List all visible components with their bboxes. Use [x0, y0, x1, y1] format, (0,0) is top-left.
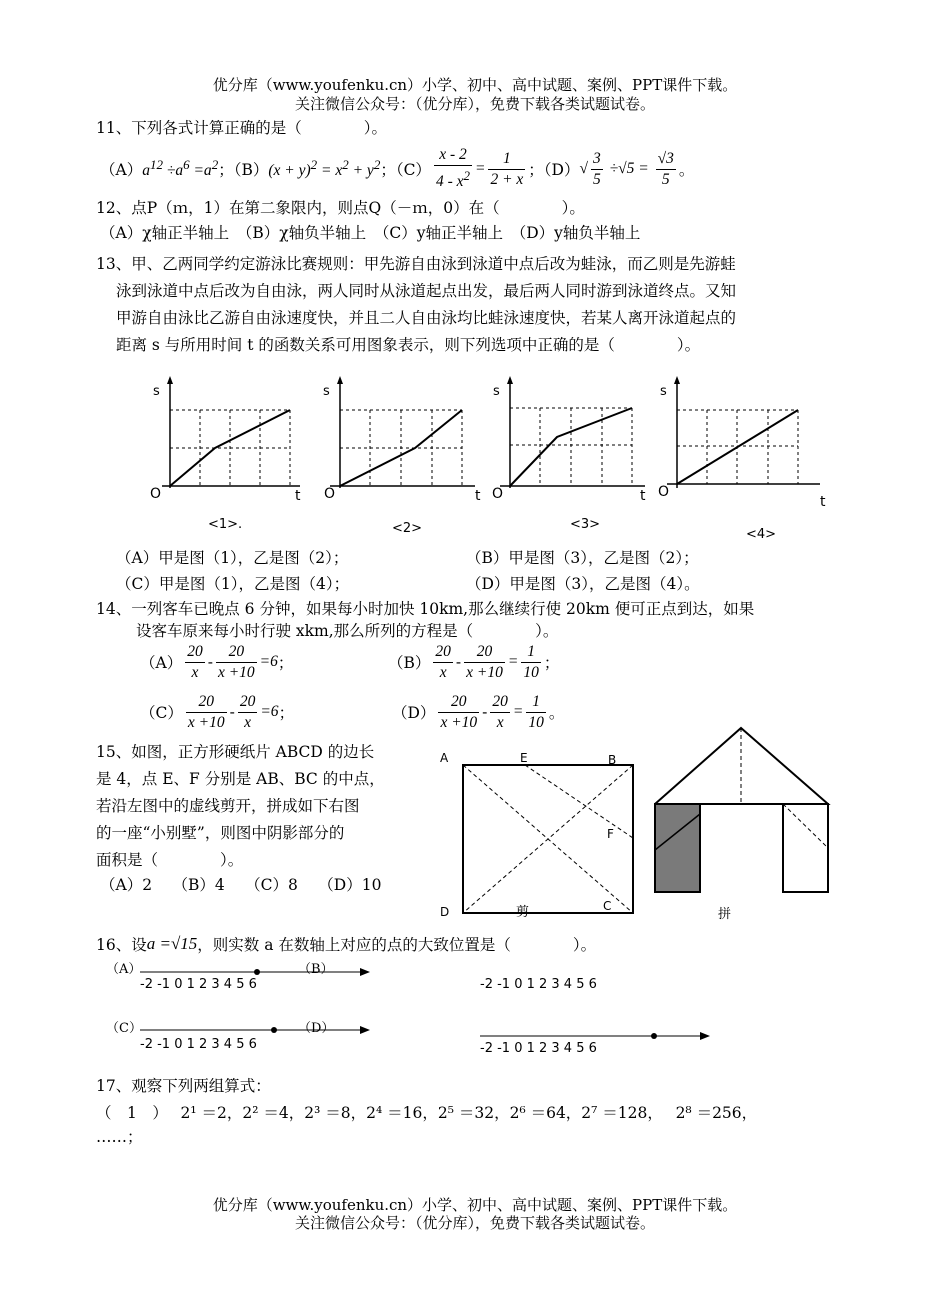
- svg-text:s: s: [323, 384, 330, 399]
- q11-opt-d-label: ；（D）: [528, 161, 580, 179]
- svg-text:s: s: [493, 384, 500, 399]
- graph-1-label: <1>.: [208, 517, 243, 532]
- q14-option-d: （D） $\frac{20}{x +10}$ - $\frac{20}{x}$ = $\frac{1}{10}$ 。: [392, 692, 565, 731]
- graph-3-label: <3>: [570, 517, 601, 532]
- q16-number-lines: [138, 960, 738, 1060]
- number-line-a: [140, 968, 370, 992]
- q11-opt-a-label: （A）: [100, 161, 143, 179]
- q16-stem: 16、设 a =√15 ，则实数 a 在数轴上对应的点的大致位置是（ ）。: [96, 934, 597, 954]
- svg-text:-2 -1 0 1 2 3 4 5 6: -2 -1 0 1 2 3 4 5 6: [140, 1037, 257, 1052]
- q15-options: （A）2 （B）4 （C）8 （D）10: [100, 876, 382, 894]
- number-line-c: [140, 1026, 370, 1052]
- q13-line-3: 甲游自由泳比乙游自由泳速度快，并且二人自由泳均比蛙泳速度快，若某人离开泳道起点的: [116, 309, 737, 327]
- q13-line-4: 距离 s 与所用时间 t 的函数关系可用图象表示，则下列选项中正确的是（ ）。: [116, 336, 701, 354]
- q16-opt-b-label: （B）: [298, 962, 334, 977]
- svg-text:C: C: [603, 899, 612, 913]
- q17-line-1: （ 1 ） 2¹ ＝2，2² ＝4，2³ ＝8，2⁴ ＝16，2⁵ ＝32，2⁶ ＝64，2⁷ ＝128， 2⁸ ＝256，: [96, 1104, 758, 1122]
- graph-4: [658, 376, 826, 542]
- cut-label: 剪: [516, 905, 530, 920]
- q15-line-2: 是 4，点 E、F 分别是 AB、BC 的中点，: [96, 770, 385, 788]
- q17-line-2: ……；: [96, 1128, 143, 1146]
- graph-1: [150, 376, 301, 532]
- svg-text:A: A: [440, 751, 449, 765]
- q11-stem: 11、下列各式计算正确的是（ ）。: [96, 119, 387, 137]
- q11-opt-c-frac-right: $\frac{1}{2 + x}$: [490, 149, 524, 188]
- q13-opt-b: （B）甲是图（3），乙是图（2）；: [466, 549, 699, 567]
- q12-options: （A）χ轴正半轴上 （B）χ轴负半轴上 （C）y轴正半轴上 （D）y轴负半轴上: [100, 224, 641, 242]
- q15-line-4: 的一座“小别墅”，则图中阴影部分的: [96, 824, 345, 842]
- graph-4-label: <4>: [746, 527, 777, 542]
- q14-option-b: （B） $\frac{20}{x}$ - $\frac{20}{x +10}$ = $\frac{1}{10}$ ；: [388, 642, 560, 681]
- svg-text:t: t: [475, 488, 481, 504]
- svg-text:t: t: [640, 488, 646, 504]
- footer-line-1: 优分库（www.youfenku.cn）小学、初中、高中试题、案例、PPT课件下载。: [212, 1196, 738, 1214]
- q13-line-2: 泳到泳道中点后改为自由泳，两人同时从泳道起点出发，最后两人同时游到泳道终点。又知: [116, 282, 737, 300]
- header-line-2: 关注微信公众号：（优分库），免费下载各类试题试卷。: [294, 95, 655, 113]
- svg-text:F: F: [607, 827, 614, 841]
- graph-2-label: <2>: [392, 521, 423, 536]
- graph-3: [492, 376, 646, 532]
- number-line-b: [480, 977, 597, 992]
- svg-text:O: O: [492, 486, 504, 502]
- q13-opt-a: （A）甲是图（1），乙是图（2）；: [116, 549, 349, 567]
- q14-option-a: （A） $\frac{20}{x}$ - $\frac{20}{x +10}$ =6 ；: [140, 642, 294, 681]
- q13-opt-d: （D）甲是图（3），乙是图（4）。: [466, 575, 700, 593]
- q11-opt-c-label: ；（C）: [380, 161, 431, 179]
- q15-figure: [430, 720, 850, 930]
- q13-line-1: 13、甲、乙两同学约定游泳比赛规则：甲先游自由泳到泳道中点后改为蛙泳，而乙则是先游蛙: [96, 255, 736, 273]
- q14-line-2: 设客车原来每小时行驶 xkm,那么所列的方程是（ ）。: [136, 622, 559, 640]
- q15-line-5: 面积是（ ）。: [96, 851, 244, 869]
- q11-options: （A） $a^{12} \div a^6 =a^2$ ；（B） $(x + y)^2 = x^2 + y^2$ ；（C） $\frac{x - 2}{4 - x^2}$ = $\frac{1}{2 + x}$ ；（D） √ $\frac{3}{5}$ ÷√5 = $\frac{√3}{5}$ 。: [100, 146, 695, 191]
- q16-opt-d-label: （D）: [298, 1021, 335, 1036]
- footer-line-2: 关注微信公众号：（优分库），免费下载各类试题试卷。: [294, 1214, 655, 1232]
- svg-text:O: O: [658, 484, 670, 500]
- assemble-label: 拼: [718, 907, 732, 922]
- q11-end: 。: [678, 161, 695, 179]
- number-line-d: [480, 1032, 710, 1056]
- q11-opt-b-formula: $(x + y)^2 = x^2 + y^2$: [268, 157, 381, 180]
- graph-2: [323, 376, 481, 536]
- q17-stem: 17、观察下列两组算式：: [96, 1077, 271, 1095]
- svg-text:D: D: [440, 905, 450, 919]
- svg-text:O: O: [150, 486, 162, 502]
- svg-text:t: t: [820, 494, 826, 510]
- q16-opt-a-label: （A）: [106, 962, 142, 977]
- header-line-1: 优分库（www.youfenku.cn）小学、初中、高中试题、案例、PPT课件下载。: [212, 76, 738, 94]
- q13-opt-c: （C）甲是图（1），乙是图（4）；: [116, 575, 350, 593]
- svg-text:-2 -1 0 1 2 3 4 5 6: -2 -1 0 1 2 3 4 5 6: [140, 977, 257, 992]
- svg-text:E: E: [520, 751, 528, 765]
- q12-stem: 12、点P（ｍ，1）在第二象限内，则点Q（－ｍ，0）在（ ）。: [96, 199, 585, 217]
- svg-text:O: O: [324, 486, 336, 502]
- svg-text:B: B: [608, 753, 617, 767]
- svg-text:-2 -1 0 1 2 3 4 5 6: -2 -1 0 1 2 3 4 5 6: [480, 977, 597, 992]
- svg-text:-2 -1 0 1 2 3 4 5 6: -2 -1 0 1 2 3 4 5 6: [480, 1041, 597, 1056]
- q14-line-1: 14、一列客车已晚点 6 分钟，如果每小时加快 10km,那么继续行使 20km 便可正点到达，如果: [96, 600, 755, 618]
- q14-option-c: （C） $\frac{20}{x +10}$ - $\frac{20}{x}$ =6 ；: [140, 692, 295, 731]
- q13-graphs: [140, 370, 840, 550]
- q11-opt-a-formula: $a^{12} \div a^6 =a^2$: [142, 157, 219, 180]
- q15-line-1: 15、如图，正方形硬纸片 ABCD 的边长: [96, 743, 375, 761]
- q16-opt-c-label: （C）: [106, 1021, 142, 1036]
- svg-text:t: t: [295, 488, 301, 504]
- q11-opt-d-formula: √ $\frac{3}{5}$ ÷√5 = $\frac{√3}{5}$: [579, 149, 674, 188]
- svg-text:s: s: [660, 384, 667, 399]
- q11-opt-c-frac-left: $\frac{x - 2}{4 - x^2}$: [435, 146, 470, 191]
- q15-line-3: 若沿左图中的虚线剪开，拼成如下右图: [96, 797, 360, 815]
- q11-opt-b-label: ；（B）: [218, 161, 269, 179]
- svg-text:s: s: [153, 384, 160, 399]
